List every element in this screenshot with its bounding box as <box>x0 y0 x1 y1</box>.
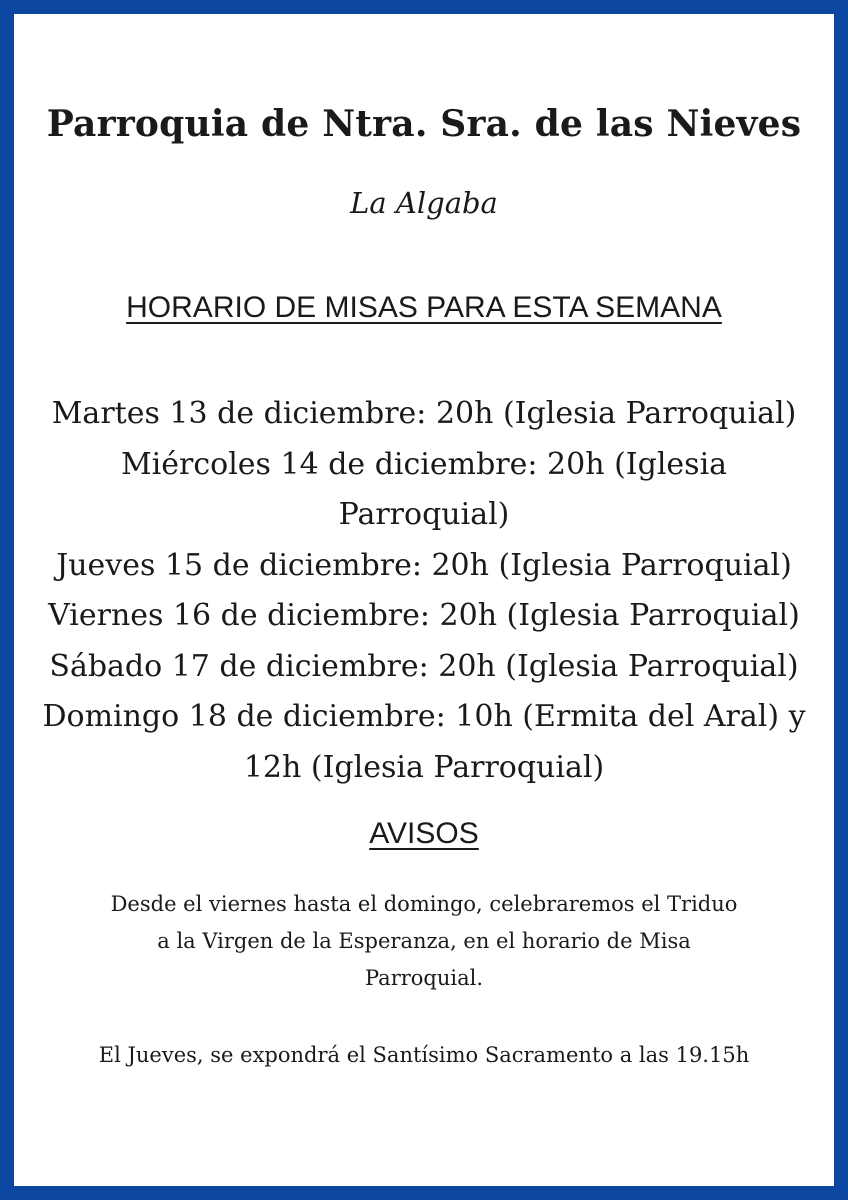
parish-title: Parroquia de Ntra. Sra. de las Nieves <box>46 103 802 145</box>
schedule-line-saturday: Sábado 17 de diciembre: 20h (Iglesia Parroquial) <box>49 648 799 684</box>
notice-exposition: El Jueves, se expondrá el Santísimo Sacramento a las 19.15h <box>98 1043 750 1067</box>
parish-location: La Algaba <box>350 186 498 220</box>
schedule-line-sunday: Domingo 18 de diciembre: 10h (Ermita del Aral) y 12h (Iglesia Parroquial) <box>42 699 806 785</box>
schedule-line-friday: Viernes 16 de diciembre: 20h (Iglesia Parroquial) <box>48 598 800 633</box>
schedule-line-thursday: Jueves 15 de diciembre: 20h (Iglesia Parroquial) <box>56 547 792 583</box>
notice-triduo: Desde el viernes hasta el domingo, celebraremos el Triduo a la Virgen de la Esperanza, en el horario de Misa Parroquial. <box>110 892 738 990</box>
schedule-line-tuesday: Martes 13 de diciembre: 20h (Iglesia Parroquial) <box>51 396 797 431</box>
mass-schedule-list <box>34 389 814 793</box>
notices-heading: AVISOS <box>369 817 479 850</box>
mass-schedule-heading: HORARIO DE MISAS PARA ESTA SEMANA <box>126 291 722 324</box>
schedule-line-wednesday: Miércoles 14 de diciembre: 20h (Iglesia Parroquial) <box>120 446 728 532</box>
